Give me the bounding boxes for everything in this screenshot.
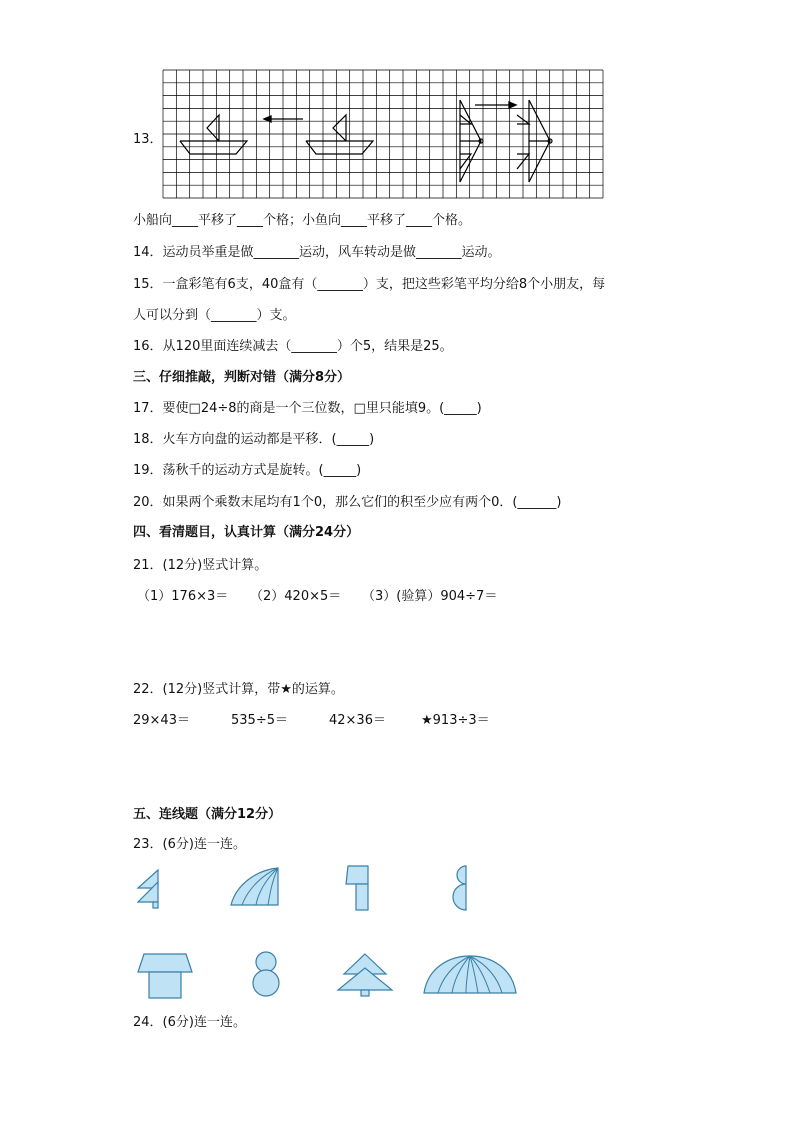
question-21-title: 21．(12分)竖式计算。 bbox=[133, 558, 268, 573]
half-umbrella-shape bbox=[228, 865, 282, 909]
grid-lines bbox=[163, 70, 603, 198]
half-snowman-shape bbox=[448, 864, 470, 912]
question-20: 20．如果两个乘数末尾均有1个0，那么它们的积至少应有两个0．(______) bbox=[133, 495, 562, 510]
full-umbrella-shape bbox=[422, 953, 518, 997]
arrow-right-icon bbox=[475, 102, 516, 108]
question-15-line1: 15．一盒彩笔有6支，40盒有（_______）支，把这些彩笔平均分给8个小朋友，每 bbox=[133, 277, 606, 292]
question-23-title: 23．(6分)连一连。 bbox=[133, 837, 246, 852]
fish-shape-right bbox=[517, 100, 552, 182]
question-15-line2: 人可以分到（_______）支。 bbox=[133, 308, 296, 323]
section-3-heading: 三、仔细推敲，判断对错（满分8分） bbox=[133, 370, 351, 385]
question-21-item-2: （2）420×5＝ bbox=[250, 589, 342, 604]
question-22-item-2: 535÷5＝ bbox=[231, 713, 288, 728]
question-22-item-1: 29×43＝ bbox=[133, 713, 190, 728]
section-4-heading: 四、看清题目，认真计算（满分24分） bbox=[133, 525, 360, 540]
full-snowman-shape bbox=[246, 950, 286, 998]
question-21-item-3: （3）(验算）904÷7＝ bbox=[362, 589, 498, 604]
full-table-shape bbox=[136, 952, 194, 1000]
full-tree-shape bbox=[334, 952, 396, 998]
question-19: 19．荡秋千的运动方式是旋转。(_____) bbox=[133, 463, 362, 478]
question-13-text: 小船向____平移了____个格；小鱼向____平移了____个格。 bbox=[133, 213, 472, 228]
question-17: 17．要使□24÷8的商是一个三位数，□里只能填9。(_____) bbox=[133, 401, 482, 416]
question-18: 18．火车方向盘的运动都是平移．(_____) bbox=[133, 432, 375, 447]
section-5-heading: 五、连线题（满分12分） bbox=[133, 807, 282, 822]
half-table-shape bbox=[344, 864, 372, 912]
question-22-title: 22．(12分)竖式计算，带★的运算。 bbox=[133, 682, 344, 697]
question-14: 14．运动员举重是做_______运动，风车转动是做_______运动。 bbox=[133, 245, 501, 260]
question-24-title: 24．(6分)连一连。 bbox=[133, 1015, 246, 1030]
boat-shape-right bbox=[180, 115, 247, 154]
fish-shape-left bbox=[460, 100, 483, 182]
question-16: 16．从120里面连续减去（_______）个5，结果是25。 bbox=[133, 339, 453, 354]
half-tree-shape bbox=[136, 868, 166, 912]
question-21-item-1: （1）176×3＝ bbox=[137, 589, 229, 604]
question-13-number: 13． bbox=[133, 132, 163, 147]
question-22-item-3: 42×36＝ bbox=[329, 713, 386, 728]
translation-grid-figure bbox=[163, 70, 603, 198]
question-22-item-4: ★913÷3＝ bbox=[421, 713, 490, 728]
